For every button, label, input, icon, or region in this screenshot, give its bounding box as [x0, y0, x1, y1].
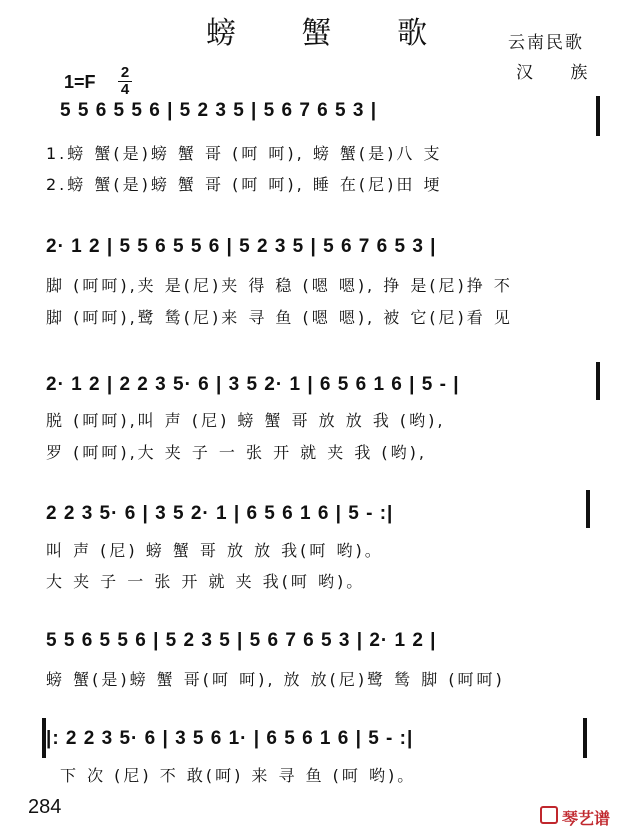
final-barline [586, 490, 590, 528]
lyric-line-5: 螃 蟹(是)螃 蟹 哥(呵 呵), 放 放(尼)鹭 鸶 脚 (呵呵) [46, 670, 505, 689]
notation-line-1: 5 5 6 5 5 6 | 5 2 3 5 | 5 6 7 6 5 3 | [60, 100, 378, 121]
barline [596, 362, 600, 400]
notation-line-2: 2· 1 2 | 5 5 6 5 5 6 | 5 2 3 5 | 5 6 7 6 5 3 | [46, 236, 437, 257]
lyric-line-1a: 1.螃 蟹(是)螃 蟹 哥 (呵 呵), 螃 蟹(是)八 支 [46, 144, 443, 163]
time-numerator: 2 [120, 64, 130, 81]
song-title: 螃 蟹 歌 [206, 16, 456, 51]
final-barline [583, 718, 587, 758]
barline [596, 96, 600, 136]
time-denominator: 4 [120, 81, 130, 98]
lyric-line-4a: 叫 声 (尼) 螃 蟹 哥 放 放 我(呵 哟)。 [46, 541, 384, 560]
key-signature: 1=F [64, 72, 96, 92]
song-source: 云南民歌 [508, 33, 584, 53]
notation-line-3: 2· 1 2 | 2 2 3 5· 6 | 3 5 2· 1 | 6 5 6 1 6 | 5 - | [46, 374, 460, 395]
watermark-logo-icon [540, 806, 558, 824]
song-ethnicity: 汉 族 [516, 63, 604, 83]
lyric-line-2a: 脚 (呵呵),夹 是(尼)夹 得 稳 (嗯 嗯), 挣 是(尼)挣 不 [46, 276, 513, 295]
lyric-line-2b: 脚 (呵呵),鹭 鸶(尼)来 寻 鱼 (嗯 嗯), 被 它(尼)看 见 [46, 308, 513, 327]
lyric-line-3b: 罗 (呵呵),大 夹 子 一 张 开 就 夹 我 (哟), [46, 443, 428, 462]
lyric-line-3a: 脱 (呵呵),叫 声 (尼) 螃 蟹 哥 放 放 我 (哟), [46, 411, 446, 430]
repeat-start-barline [42, 718, 46, 758]
page-number: 284 [28, 796, 62, 818]
time-signature [118, 66, 132, 97]
lyric-line-1b: 2.螃 蟹(是)螃 蟹 哥 (呵 呵), 睡 在(尼)田 埂 [46, 175, 443, 194]
notation-line-4: 2 2 3 5· 6 | 3 5 2· 1 | 6 5 6 1 6 | 5 - :| [46, 503, 394, 524]
lyric-line-4b: 大 夹 子 一 张 开 就 夹 我(呵 哟)。 [46, 572, 366, 591]
notation-line-5: 5 5 6 5 5 6 | 5 2 3 5 | 5 6 7 6 5 3 | 2· 1 2 | [46, 630, 437, 651]
watermark-text: 琴艺谱 [562, 809, 611, 828]
notation-line-6: |: 2 2 3 5· 6 | 3 5 6 1· | 6 5 6 1 6 | 5 - :| [46, 728, 414, 749]
lyric-line-6: 下 次 (尼) 不 敢(呵) 来 寻 鱼 (呵 哟)。 [60, 766, 417, 785]
